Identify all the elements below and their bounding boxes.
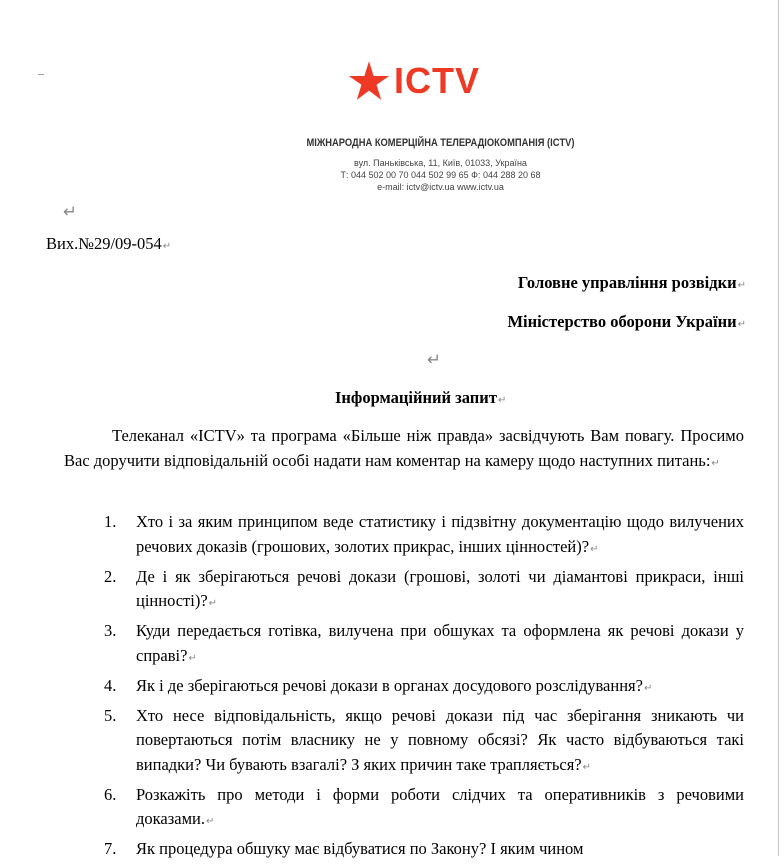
logo-text: ICTV bbox=[394, 60, 481, 101]
document-title bbox=[335, 386, 506, 413]
recipient-line-2 bbox=[507, 310, 746, 337]
paragraph-mark: ↵ bbox=[711, 457, 720, 469]
list-item bbox=[104, 704, 744, 781]
item-number: 7. bbox=[104, 839, 117, 858]
recipient-text-2: Міністерство оборони України bbox=[507, 312, 737, 331]
ictv-logo bbox=[348, 58, 480, 104]
company-contacts: e-mail: ictv@ictv.ua www.ictv.ua bbox=[377, 182, 504, 192]
item-number: 3. bbox=[104, 621, 117, 640]
intro-paragraph bbox=[64, 424, 744, 476]
questions-list bbox=[104, 510, 744, 864]
list-item bbox=[104, 674, 744, 702]
list-item bbox=[104, 837, 744, 862]
item-number: 4. bbox=[104, 675, 117, 695]
ref-number-text: Вих.№29/09-054 bbox=[46, 234, 162, 253]
margin-corner-mark bbox=[38, 74, 44, 75]
item-number: 2. bbox=[104, 566, 117, 586]
list-item bbox=[104, 619, 744, 671]
title-text: Інформаційний запит bbox=[335, 388, 497, 407]
paragraph-mark: ↵ bbox=[162, 241, 172, 252]
list-item bbox=[104, 510, 744, 562]
item-text: Як процедура обшуку має відбуватися по Закону? І яким чином bbox=[136, 839, 584, 858]
list-item bbox=[104, 783, 744, 835]
paragraph-mark: ↵ bbox=[497, 395, 507, 406]
paragraph-mark: ↵ bbox=[582, 761, 592, 773]
paragraph-mark: ↵ bbox=[590, 543, 599, 555]
item-text: Хто несе відповідальність, якщо речові докази під час зберігання зникають чи повертаються потім власнику не у повному обсязі? Як часто відбуваються такі випадки? Чи бувають взагалі? З яких причин таке трапляється? bbox=[136, 705, 744, 774]
company-address: вул. Паньківська, 11, Київ, 01033, Україна bbox=[354, 158, 527, 168]
item-number: 5. bbox=[104, 705, 117, 725]
paragraph-mark: ↵ bbox=[737, 280, 746, 291]
item-text: Як і де зберігаються речові докази в органах досудового розслідування? bbox=[136, 675, 643, 695]
item-number: 6. bbox=[104, 784, 117, 804]
paragraph-mark: ↵ bbox=[427, 350, 441, 369]
outgoing-number bbox=[46, 232, 171, 259]
recipient-text-1: Головне управління розвідки bbox=[517, 273, 737, 292]
item-text: Де і як зберігаються речові докази (грошові, золоті чи діамантові прикраси, інші цінності)? bbox=[136, 566, 744, 610]
company-phones: Т: 044 502 00 70 044 502 99 65 Ф: 044 288 20 68 bbox=[340, 170, 541, 180]
company-name: МІЖНАРОДНА КОМЕРЦІЙНА ТЕЛЕРАДІОКОМПАНІЯ (ICTV) bbox=[306, 137, 575, 149]
intro-text: Телеканал «ICTV» та програма «Більше ніж правда» засвідчують Вам повагу. Просимо Вас доручити відповідальній особі надати нам коментар на камеру щодо наступних питань: bbox=[64, 426, 744, 470]
paragraph-mark: ↵ bbox=[737, 319, 746, 330]
paragraph-mark: ↵ bbox=[643, 682, 653, 694]
recipient-line-1 bbox=[518, 271, 746, 298]
paragraph-mark: ↵ bbox=[63, 202, 77, 221]
item-text: Хто і за яким принципом веде статистику і підзвітну документацію щодо вилучених речових доказів (грошових, золотих прикрас, інших цінностей)? bbox=[136, 512, 744, 556]
item-text: Розкажіть про методи і форми роботи слідчих та оперативників з речовими доказами. bbox=[136, 784, 744, 828]
paragraph-mark: ↵ bbox=[205, 816, 215, 827]
item-text: Куди передається готівка, вилучена при обшуках та оформлена як речові докази у справі? bbox=[136, 621, 744, 665]
star-icon bbox=[348, 60, 390, 102]
paragraph-mark: ↵ bbox=[188, 652, 197, 664]
list-item bbox=[104, 565, 744, 617]
paragraph-mark: ↵ bbox=[208, 598, 218, 609]
item-number: 1. bbox=[104, 512, 117, 531]
